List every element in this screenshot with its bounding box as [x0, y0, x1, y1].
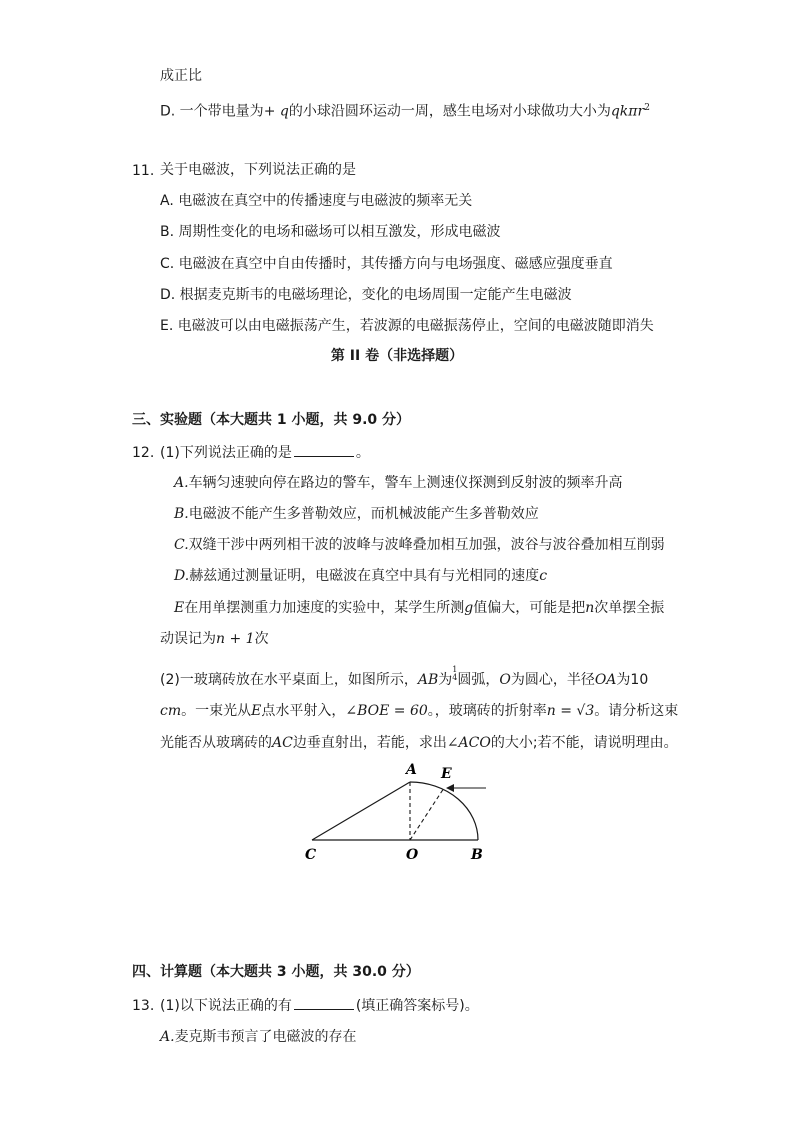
q12-option-d-letter: D. [174, 568, 190, 584]
q12-part2-refractive-index: n = √3 [546, 703, 595, 719]
q12-option-e-text3: 次单摆全振 [594, 600, 665, 616]
q12-part2-text-i: 。请分析这束 [594, 703, 679, 719]
q12-part2-angle-boe: ∠BOE = 60 [345, 703, 428, 719]
q13-part1-prefix: (1)以下说法正确的有 [160, 998, 292, 1014]
q12-option-d-text: 赫兹通过测量证明，电磁波在真空中具有与光相同的速度 [189, 568, 540, 584]
q12-option-c [174, 535, 665, 555]
q10-option-d-mid: 的小球沿圆环运动一周，感生电场对小球做功大小为 [288, 103, 611, 120]
glass-brick-diagram [300, 758, 500, 864]
q12-part2-ab: AB [417, 672, 439, 688]
q12-part2-oa: OA [594, 672, 617, 688]
q13-part1-suffix: (填正确答案标号)。 [355, 998, 479, 1014]
q11-option-c: C. 电磁波在真空中自由传播时，其传播方向与电场强度、磁感应强度垂直 [160, 256, 613, 272]
label-o: O [406, 847, 419, 863]
q10-option-d-charge: + q [263, 103, 289, 120]
q12-part2-text-k: 边垂直射出，若能，求出 [292, 735, 447, 751]
q12-part2-line2 [160, 701, 678, 721]
q13-number: 13. [132, 998, 155, 1014]
q12-option-e-var-g: g [464, 600, 474, 616]
q10-option-d-prefix: D. 一个带电量为 [160, 103, 264, 120]
q12-part2-text-f: 。一束光从 [181, 703, 252, 719]
q13-part1-stem [160, 995, 479, 1016]
q12-part2-text-e: 为10 [616, 672, 649, 688]
q12-part2-text-l: 的大小;若不能，请说明理由。 [490, 735, 678, 751]
q12-option-e-expr: n + 1 [216, 631, 255, 647]
q12-part2-o: O [499, 672, 511, 688]
q11-option-a: A. 电磁波在真空中的传播速度与电磁波的频率无关 [160, 193, 473, 209]
q12-option-c-letter: C. [174, 537, 189, 553]
q12-part1-prefix: (1)下列说法正确的是 [160, 445, 292, 461]
q12-part2-text-c: 圆弧， [457, 672, 500, 688]
q12-option-e-line1 [174, 598, 664, 618]
label-a: A [406, 762, 417, 778]
q12-part2-line3 [160, 733, 678, 753]
q10-tail-text: 成正比 [160, 68, 202, 84]
q12-option-d-var: c [539, 568, 548, 584]
line-ca [312, 782, 410, 840]
q12-part2-ac: AC [272, 735, 293, 751]
q12-number: 12. [132, 445, 155, 461]
q11-number: 11. [132, 163, 155, 179]
q13-option-a [160, 1027, 357, 1047]
q12-option-e-text2: 值偏大，可能是把 [473, 600, 586, 616]
q12-option-a-text: 车辆匀速驶向停在路边的警车，警车上测速仪探测到反射波的频率升高 [188, 475, 623, 491]
q12-answer-blank[interactable] [294, 442, 354, 457]
q12-option-e-var-n: n [585, 600, 595, 616]
label-e: E [441, 766, 452, 782]
q12-part2-text-h: 。，玻璃砖的折射率 [427, 703, 547, 719]
q12-option-e-line2 [160, 629, 269, 649]
q12-option-b [174, 504, 539, 524]
label-c: C [305, 847, 317, 863]
q12-part2-text-a: (2)一玻璃砖放在水平桌面上，如图所示， [160, 672, 418, 688]
q12-part2-text-j: 光能否从玻璃砖的 [160, 735, 272, 751]
q12-fraction-numerator: 1 [452, 665, 458, 674]
q10-option-d [160, 98, 650, 122]
arc-ab [410, 782, 478, 840]
q12-part2-text-g: 点水平射入， [261, 703, 346, 719]
section3-heading: 三、实验题（本大题共 1 小题，共 9.0 分） [132, 412, 411, 428]
q12-option-a [174, 473, 623, 493]
q12-option-e-line2-end: 次 [254, 631, 269, 647]
q12-option-e-letter: E [174, 600, 185, 616]
q12-fraction-denominator: 4 [452, 673, 458, 682]
q12-option-c-text: 双缝干涉中两列相干波的波峰与波峰叠加相互加强，波谷与波谷叠加相互削弱 [188, 537, 665, 553]
q12-part1-stem [160, 442, 370, 463]
label-b: B [471, 847, 483, 863]
q12-option-e-text1: 在用单摆测重力加速度的实验中，某学生所测 [184, 600, 465, 616]
q11-stem: 关于电磁波，下列说法正确的是 [160, 162, 356, 178]
q13-option-a-letter: A. [160, 1029, 175, 1045]
q12-part2-text-b: 为 [438, 672, 453, 688]
section4-heading: 四、计算题（本大题共 3 小题，共 30.0 分） [132, 964, 420, 980]
q12-option-d [174, 566, 547, 586]
q12-part2-line1 [160, 666, 648, 690]
q10-option-d-exponent: 2 [644, 103, 650, 113]
q12-option-b-text: 电磁波不能产生多普勒效应，而机械波能产生多普勒效应 [188, 506, 539, 522]
q10-option-d-formula: qkπr [610, 103, 645, 120]
part2-title: 第 II 卷（非选择题） [330, 348, 464, 364]
q12-part2-cm: cm [160, 703, 182, 719]
q12-part1-suffix: 。 [355, 445, 370, 461]
dashed-line-oe [410, 788, 444, 840]
q12-part2-angle-aco: ∠ACO [446, 735, 491, 751]
q12-option-a-letter: A. [174, 475, 189, 491]
q12-option-b-letter: B. [174, 506, 189, 522]
q12-part2-e: E [251, 703, 262, 719]
q11-option-d: D. 根据麦克斯韦的电磁场理论，变化的电场周围一定能产生电磁波 [160, 287, 572, 303]
q12-part2-text-d: 为圆心，半径 [510, 672, 595, 688]
q11-option-e: E. 电磁波可以由电磁振荡产生，若波源的电磁振荡停止，空间的电磁波随即消失 [160, 318, 654, 334]
q11-option-b: B. 周期性变化的电场和磁场可以相互激发，形成电磁波 [160, 224, 501, 240]
q12-option-e-line2-text: 动误记为 [160, 631, 216, 647]
q13-answer-blank[interactable] [294, 995, 354, 1010]
q13-option-a-text: 麦克斯韦预言了电磁波的存在 [174, 1029, 357, 1045]
